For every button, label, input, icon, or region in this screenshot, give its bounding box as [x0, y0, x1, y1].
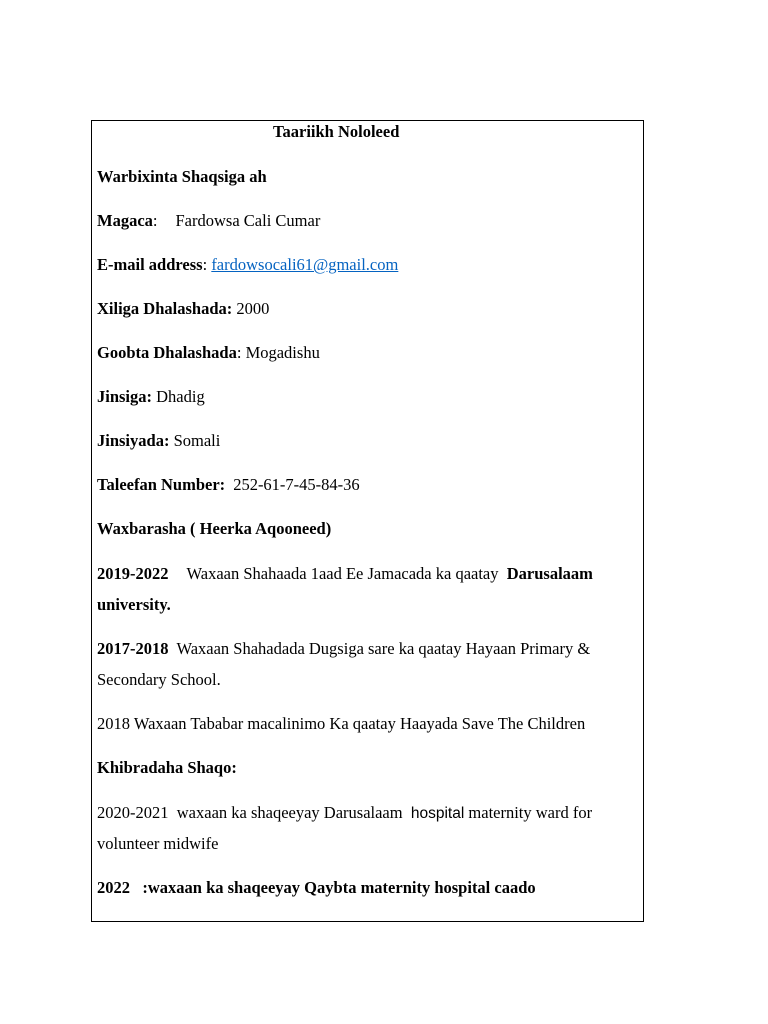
phone-row [97, 469, 360, 500]
education-item: 2019-2022 Waxaan Shahaada 1aad Ee Jamacada ka qaatay Darusalaam [97, 564, 593, 583]
gender-value: Dhadig [156, 387, 205, 406]
section-education-heading: Waxbarasha ( Heerka Aqooneed) [97, 519, 332, 538]
experience-item: 2022 :waxaan ka shaqeeyay Qaybta maternity hospital caado [97, 878, 536, 897]
name-value: Fardowsa Cali Cumar [175, 211, 321, 230]
name-label: Magaca [97, 211, 153, 230]
birth-place-label: Goobta Dhalashada [97, 343, 237, 362]
email-row: E-mail address: fardowsocali61@gmail.com [97, 255, 399, 274]
section-experience-heading: Khibradaha Shaqo: [97, 758, 237, 777]
birth-year-value: 2000 [236, 299, 270, 318]
birth-place-row: Goobta Dhalashada: Mogadishu [97, 343, 320, 362]
gender-label: Jinsiga: [97, 387, 153, 406]
nationality-label: Jinsiyada: [97, 431, 170, 450]
phone-value: 252-61-7-45-84-36 [233, 475, 360, 494]
education-item-continued: Secondary School. [97, 670, 221, 689]
education-item-continued: university. [97, 595, 171, 614]
birth-year-label: Xiliga Dhalashada: [97, 299, 233, 318]
education-item: 2017-2018 Waxaan Shahadada Dugsiga sare ka qaatay Hayaan Primary & [97, 639, 591, 658]
section-personal-heading: Warbixinta Shaqsiga ah [97, 167, 267, 186]
phone-label: Taleefan Number: [97, 475, 226, 494]
birth-place-value: Mogadishu [245, 343, 320, 362]
nationality-row [97, 425, 220, 456]
name-row: Magaca: Fardowsa Cali Cumar [97, 211, 321, 230]
email-link[interactable]: fardowsocali61@gmail.com [211, 255, 399, 274]
birth-year-row [97, 293, 269, 324]
experience-item: 2020-2021 waxaan ka shaqeeyay Darusalaam hospital maternity ward for [97, 803, 593, 822]
gender-row [97, 381, 205, 412]
education-item: 2018 Waxaan Tababar macalinimo Ka qaatay Haayada Save The Children [97, 714, 586, 733]
email-label: E-mail address [97, 255, 203, 274]
experience-item-continued: volunteer midwife [97, 834, 219, 853]
nationality-value: Somali [173, 431, 221, 450]
